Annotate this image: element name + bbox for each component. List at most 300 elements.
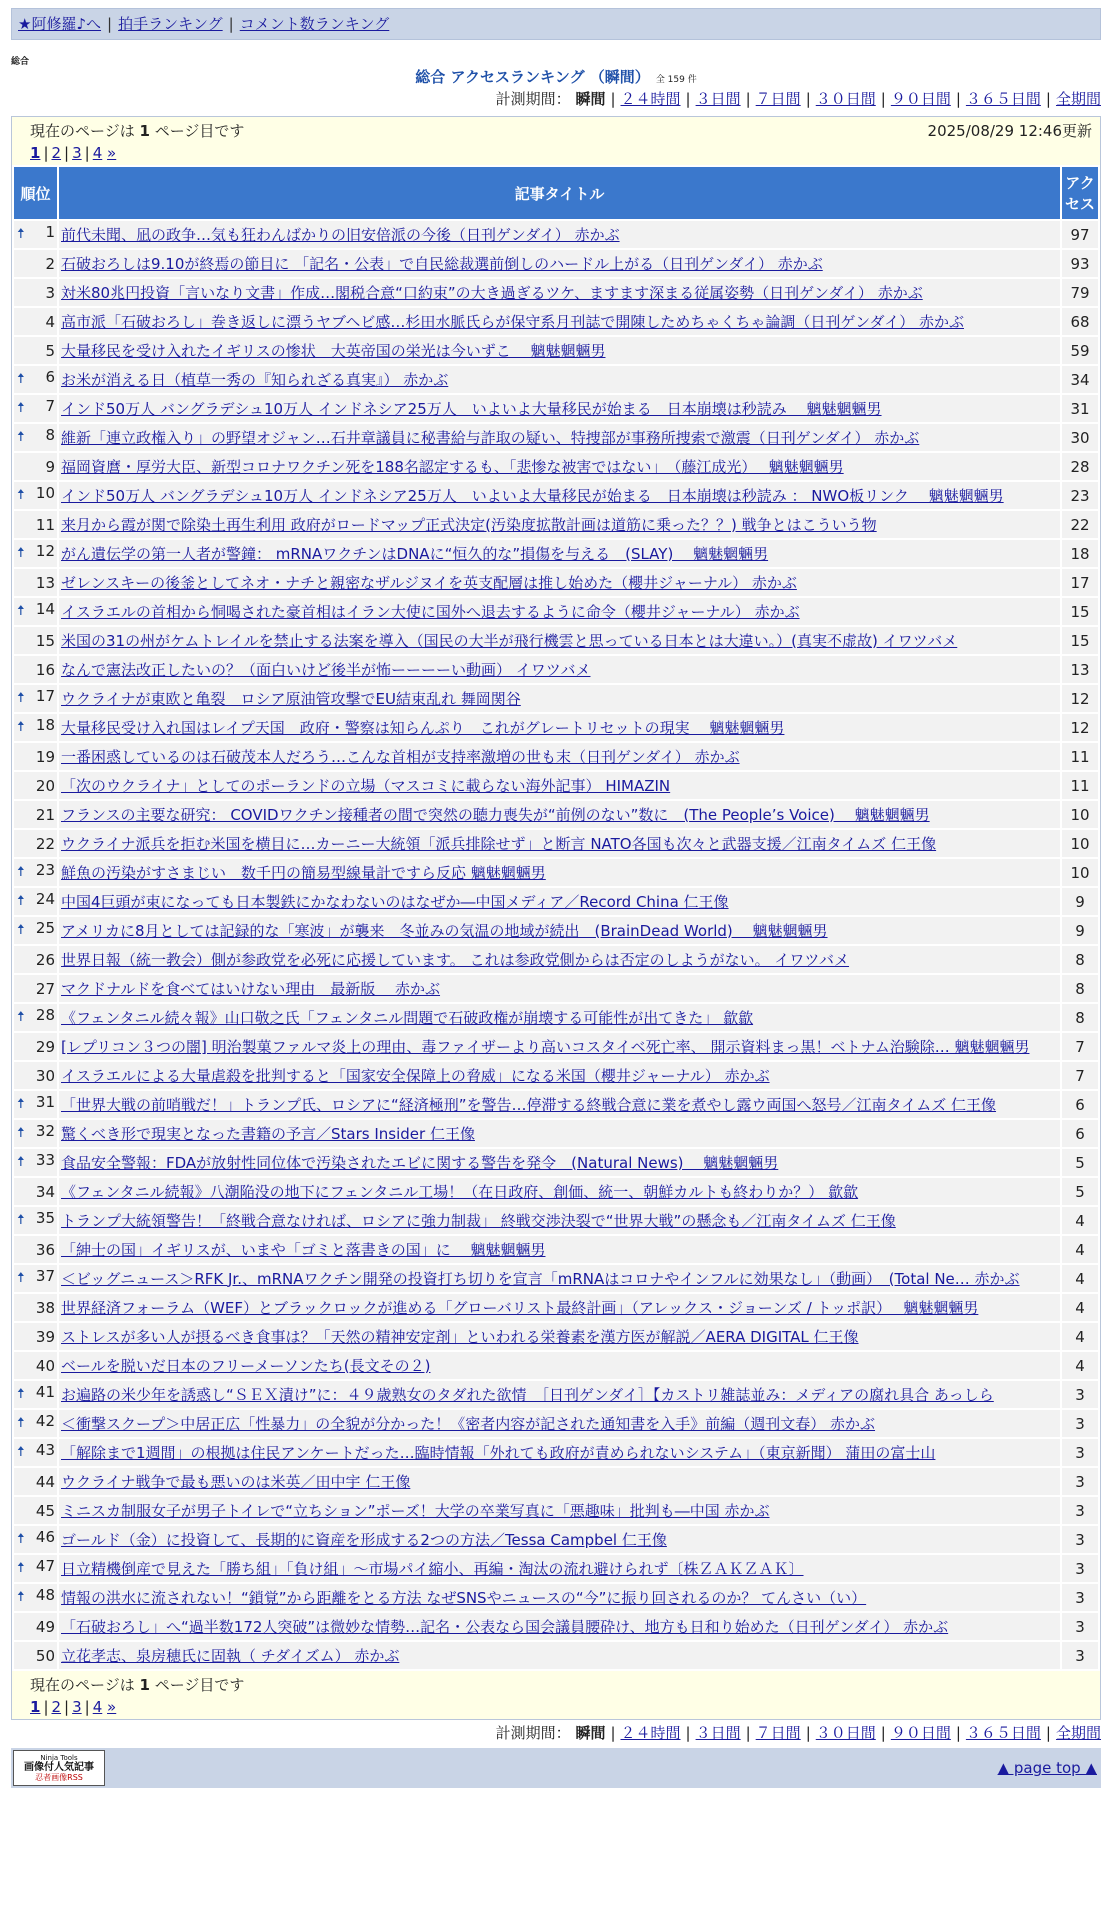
rank-cell bbox=[14, 656, 57, 683]
rank-up-arrow-icon: 🠅 bbox=[17, 399, 25, 416]
period-option-5[interactable]: ３６５日間 bbox=[965, 90, 1041, 108]
rank-up-arrow-icon: 🠅 bbox=[17, 1559, 25, 1576]
rank-cell bbox=[14, 888, 57, 915]
table-row bbox=[14, 511, 1098, 538]
table-row bbox=[14, 250, 1098, 277]
table-row bbox=[14, 1410, 1098, 1437]
period-current: 瞬間 bbox=[575, 90, 606, 108]
title-cell bbox=[59, 917, 1060, 944]
rank-number: 37 bbox=[35, 1266, 55, 1285]
rank-cell bbox=[14, 1033, 57, 1060]
rank-cell bbox=[14, 1352, 57, 1379]
table-row bbox=[14, 1526, 1098, 1553]
separator: | bbox=[43, 1698, 49, 1716]
rank-cell bbox=[14, 1613, 57, 1640]
access-count: 13 bbox=[1062, 656, 1098, 683]
separator: | bbox=[805, 90, 811, 108]
access-count: 3 bbox=[1062, 1468, 1098, 1495]
ranking-panel bbox=[11, 116, 1101, 1720]
access-count: 10 bbox=[1062, 859, 1098, 886]
table-row bbox=[14, 598, 1098, 625]
access-count: 4 bbox=[1062, 1207, 1098, 1234]
rank-number: 12 bbox=[35, 541, 55, 560]
next-page-link[interactable]: » bbox=[107, 1698, 117, 1716]
rank-number: 26 bbox=[35, 950, 55, 969]
rank-number: 10 bbox=[35, 483, 55, 502]
access-count: 7 bbox=[1062, 1033, 1098, 1060]
title-cell bbox=[59, 598, 1060, 625]
article-link[interactable]: 来月から霞が関で除染土再生利用 政府がロードマップ正式決定(汚染度拡散計画は道筋に乗った？？) 戦争とはこういう物 bbox=[61, 515, 877, 534]
access-count: 5 bbox=[1062, 1149, 1098, 1176]
rank-cell bbox=[14, 598, 57, 625]
rank-number: 45 bbox=[35, 1501, 55, 1520]
rank-number: 38 bbox=[35, 1298, 55, 1317]
access-count: 11 bbox=[1062, 743, 1098, 770]
access-count: 4 bbox=[1062, 1352, 1098, 1379]
article-link[interactable]: 日立精機倒産で見えた「勝ち組」「負け組」〜市場パイ縮小、再編・淘汰の流れ避けられず〔株ＺＡＫＺＡＫ〕 bbox=[61, 1559, 804, 1578]
table-row bbox=[14, 1642, 1098, 1669]
title-cell bbox=[59, 1120, 1060, 1147]
clap-ranking-link[interactable]: 拍手ランキング bbox=[118, 15, 223, 33]
article-link[interactable]: ＜ビッグニュース＞RFK Jr.、mRNAワクチン開発の投資打ち切りを宣言「mRNAはコロナやインフルに効果なし」（動画） (Total Ne… 赤かぶ bbox=[61, 1269, 1020, 1288]
separator: | bbox=[685, 90, 691, 108]
rank-up-arrow-icon: 🠅 bbox=[17, 1124, 25, 1141]
table-row bbox=[14, 1439, 1098, 1466]
rank-number: 28 bbox=[35, 1005, 55, 1024]
rank-up-arrow-icon: 🠅 bbox=[17, 602, 25, 619]
article-link[interactable]: インド50万人 バングラデシュ10万人 インドネシア25万人 いよいよ大量移民が始まる 日本崩壊は秒読み ： NWO板リンク 魑魅魍魎男 bbox=[61, 486, 1004, 505]
rank-up-arrow-icon: 🠅 bbox=[17, 1269, 25, 1286]
title-cell bbox=[59, 830, 1060, 857]
separator: | bbox=[955, 90, 961, 108]
rank-number: 50 bbox=[35, 1646, 55, 1665]
separator: | bbox=[685, 1724, 691, 1742]
rank-cell bbox=[14, 859, 57, 886]
page-title-row bbox=[11, 66, 1101, 88]
access-count: 4 bbox=[1062, 1323, 1098, 1350]
access-count: 34 bbox=[1062, 366, 1098, 393]
rank-up-arrow-icon: 🠅 bbox=[17, 1385, 25, 1402]
period-selector-bottom bbox=[11, 1722, 1101, 1744]
article-link[interactable]: 立花孝志、泉房穂氏に固執（ チダイズム） 赤かぶ bbox=[61, 1646, 400, 1665]
separator: | bbox=[745, 90, 751, 108]
ninja-tools-logo[interactable] bbox=[13, 1750, 105, 1786]
table-row bbox=[14, 1265, 1098, 1292]
separator: | bbox=[1045, 90, 1051, 108]
access-count: 23 bbox=[1062, 482, 1098, 509]
access-count: 9 bbox=[1062, 888, 1098, 915]
table-row bbox=[14, 1062, 1098, 1089]
article-link[interactable]: 維新「連立政権入り」の野望オジャン…石井章議員に秘書給与詐取の疑い、特捜部が事務所捜索で激震（日刊ゲンダイ） 赤かぶ bbox=[61, 428, 920, 447]
article-link[interactable]: お米が消える日（植草一秀の『知られざる真実』） 赤かぶ bbox=[61, 370, 449, 389]
table-row bbox=[14, 1323, 1098, 1350]
title-cell bbox=[59, 308, 1060, 335]
rank-number: 49 bbox=[35, 1617, 55, 1636]
article-link[interactable]: 「世界大戦の前哨戦だ！」トランプ氏、ロシアに“経済極刑”を警告…停滞する終戦合意に業を煮やし露ウ両国へ怒号／江南タイムズ 仁王像 bbox=[61, 1095, 997, 1114]
article-link[interactable]: イスラエルによる大量虐殺を批判すると「国家安全保障上の脅威」になる米国（櫻井ジャーナル） 赤かぶ bbox=[61, 1066, 770, 1085]
rank-number: 42 bbox=[35, 1411, 55, 1430]
rank-cell bbox=[14, 1265, 57, 1292]
table-row bbox=[14, 1468, 1098, 1495]
page-link-2[interactable]: 2 bbox=[51, 1698, 62, 1716]
rank-number: 40 bbox=[35, 1356, 55, 1375]
access-count: 12 bbox=[1062, 714, 1098, 741]
separator: | bbox=[880, 1724, 886, 1742]
rank-cell bbox=[14, 917, 57, 944]
table-row bbox=[14, 859, 1098, 886]
rank-up-arrow-icon: 🠅 bbox=[17, 863, 25, 880]
access-count: 68 bbox=[1062, 308, 1098, 335]
access-count: 3 bbox=[1062, 1584, 1098, 1611]
separator: | bbox=[610, 1724, 616, 1742]
period-option-4[interactable]: ９０日間 bbox=[890, 90, 951, 108]
article-link[interactable]: アメリカに8月としては記録的な「寒波」が襲来 冬並みの気温の地域が続出 (BrainDead World) 魑魅魍魎男 bbox=[61, 921, 828, 940]
article-link[interactable]: ストレスが多い人が摂るべき食事は？「天然の精神安定剤」といわれる栄養素を漢方医が解説／AERA DIGITAL 仁王像 bbox=[61, 1327, 859, 1346]
page-link-4[interactable]: 4 bbox=[92, 144, 103, 162]
article-link[interactable]: イスラエルの首相から恫喝された豪首相はイラン大使に国外へ退去するように命令（櫻井ジャーナル） 赤かぶ bbox=[61, 602, 800, 621]
rank-number: 22 bbox=[35, 834, 55, 853]
title-cell bbox=[59, 279, 1060, 306]
period-option-1[interactable]: ３日間 bbox=[695, 90, 741, 108]
table-row bbox=[14, 1352, 1098, 1379]
rank-up-arrow-icon: 🠅 bbox=[17, 544, 25, 561]
separator: | bbox=[610, 90, 616, 108]
access-count: 5 bbox=[1062, 1178, 1098, 1205]
article-link[interactable]: 一番困惑しているのは石破茂本人だろう…こんな首相が支持率激増の世も末（日刊ゲンダイ） 赤かぶ bbox=[61, 747, 740, 766]
rank-number: 34 bbox=[35, 1182, 55, 1201]
rank-number: 39 bbox=[35, 1327, 55, 1346]
article-link[interactable]: 米国の31の州がケムトレイルを禁止する法案を導入（国民の大半が飛行機雲と思っている日本とは大違い。）(真実不虚故) イワツバメ bbox=[61, 631, 958, 650]
rank-cell bbox=[14, 1062, 57, 1089]
rank-cell bbox=[14, 1642, 57, 1669]
updated-timestamp: 2025/08/29 12:46更新 bbox=[927, 122, 1092, 140]
article-link[interactable]: ウクライナ戦争で最も悪いのは米英／田中宇 仁王像 bbox=[61, 1472, 411, 1491]
rank-number: 13 bbox=[35, 573, 55, 592]
col-rank-header: 順位 bbox=[14, 167, 57, 219]
article-link[interactable]: 中国4巨頭が束になっても日本製鉄にかなわないのはなぜか―中国メディア／Record China 仁王像 bbox=[61, 892, 729, 911]
period-option-2[interactable]: ７日間 bbox=[755, 90, 801, 108]
title-cell bbox=[59, 424, 1060, 451]
article-link[interactable]: ゼレンスキーの後釜としてネオ・ナチと親密なザルジヌイを英支配層は推し始めた（櫻井ジャーナル） 赤かぶ bbox=[61, 573, 797, 592]
article-link[interactable]: 世界経済フォーラム（WEF）とブラックロックが進める「グローバリスト最終計画」（アレックス・ジョーンズ / トッポ訳） 魑魅魍魎男 bbox=[61, 1298, 979, 1317]
comment-ranking-link[interactable]: コメント数ランキング bbox=[239, 15, 390, 33]
article-link[interactable]: 《フェンタニル続々報》山口敬之氏「フェンタニル問題で石破政権が崩壊する可能性が出てきた」 歙歙 bbox=[61, 1008, 754, 1027]
access-count: 28 bbox=[1062, 453, 1098, 480]
access-count: 79 bbox=[1062, 279, 1098, 306]
current-page-number: 1 bbox=[139, 122, 150, 140]
table-row bbox=[14, 1294, 1098, 1321]
title-cell bbox=[59, 1236, 1060, 1263]
rank-cell bbox=[14, 1178, 57, 1205]
title-cell bbox=[59, 1352, 1060, 1379]
table-row bbox=[14, 772, 1098, 799]
rank-number: 14 bbox=[35, 599, 55, 618]
current-page-text bbox=[20, 119, 244, 143]
rank-number: 24 bbox=[35, 889, 55, 908]
table-row bbox=[14, 453, 1098, 480]
rank-number: 46 bbox=[35, 1527, 55, 1546]
title-cell bbox=[59, 1265, 1060, 1292]
rank-cell bbox=[14, 453, 57, 480]
rank-cell bbox=[14, 1207, 57, 1234]
article-link[interactable]: 大量移民受け入れ国はレイプ天国 政府・警察は知らんぷり これがグレートリセットの現実 魑魅魍魎男 bbox=[61, 718, 785, 737]
title-cell bbox=[59, 482, 1060, 509]
access-count: 11 bbox=[1062, 772, 1098, 799]
table-row bbox=[14, 1207, 1098, 1234]
rank-up-arrow-icon: 🠅 bbox=[17, 689, 25, 706]
article-link[interactable]: ウクライナ派兵を拒む米国を横目に…カーニー大統領「派兵排除せず」と断言 NATO各国も次々と武器支援／江南タイムズ 仁王像 bbox=[61, 834, 937, 853]
article-link[interactable]: ミニスカ制服女子が男子トイレで“立ちション”ポーズ！大学の卒業写真に「悪趣味」批判も―中国 赤かぶ bbox=[61, 1501, 770, 1520]
article-link[interactable]: 対米80兆円投資「言いなり文書」作成…閣税合意“口約束”の大き過ぎるツケ、ますます深まる従属姿勢（日刊ゲンダイ） 赤かぶ bbox=[61, 283, 923, 302]
period-label: 計測期間： bbox=[495, 1724, 571, 1742]
title-cell bbox=[59, 366, 1060, 393]
period-option-3-bottom[interactable]: ３０日間 bbox=[815, 1724, 876, 1742]
rank-cell bbox=[14, 424, 57, 451]
article-link[interactable]: 《フェンタニル続報》八潮陥没の地下にフェンタニル工場！（在日政府、創価、統一、朝鮮カルトも終わりか？） 歙歙 bbox=[61, 1182, 859, 1201]
article-link[interactable]: 高市派「石破おろし」巻き返しに漂うヤブヘビ感…杉田水脈氏らが保守系月刊誌で開陳しためちゃくちゃ論調（日刊ゲンダイ） 赤かぶ bbox=[61, 312, 964, 331]
rank-up-arrow-icon: 🠅 bbox=[17, 892, 25, 909]
table-row bbox=[14, 1584, 1098, 1611]
article-link[interactable]: がん遺伝学の第一人者が警鐘： mRNAワクチンはDNAに“恒久的な”損傷を与える (SLAY) 魑魅魍魎男 bbox=[61, 544, 769, 563]
period-option-2-bottom[interactable]: ７日間 bbox=[755, 1724, 801, 1742]
table-row bbox=[14, 1149, 1098, 1176]
table-row bbox=[14, 569, 1098, 596]
access-count: 6 bbox=[1062, 1120, 1098, 1147]
rank-number: 2 bbox=[45, 254, 55, 273]
table-row bbox=[14, 917, 1098, 944]
current-page-suffix: ページ目です bbox=[154, 1676, 245, 1694]
access-count: 3 bbox=[1062, 1497, 1098, 1524]
period-selector bbox=[11, 88, 1101, 110]
rank-cell bbox=[14, 511, 57, 538]
rank-number: 32 bbox=[35, 1121, 55, 1140]
table-row bbox=[14, 946, 1098, 973]
page-link-4[interactable]: 4 bbox=[92, 1698, 103, 1716]
article-link[interactable]: ゴールド（金）に投資して、長期的に資産を形成する2つの方法／Tessa Campbel 仁王像 bbox=[61, 1530, 667, 1549]
page-link-1[interactable]: 1 bbox=[30, 144, 41, 162]
article-link[interactable]: 大量移民を受け入れたイギリスの惨状 大英帝国の栄光は今いずこ 魑魅魍魎男 bbox=[61, 341, 606, 360]
period-option-6[interactable]: 全期間 bbox=[1055, 90, 1101, 108]
rank-cell bbox=[14, 714, 57, 741]
table-row bbox=[14, 482, 1098, 509]
access-count: 3 bbox=[1062, 1381, 1098, 1408]
title-cell bbox=[59, 453, 1060, 480]
table-row bbox=[14, 395, 1098, 422]
article-link[interactable]: 驚くべき形で現実となった書籍の予言／Stars Insider 仁王像 bbox=[61, 1124, 475, 1143]
access-count: 8 bbox=[1062, 946, 1098, 973]
current-page-number: 1 bbox=[139, 1676, 150, 1694]
article-link[interactable]: お遍路の米少年を誘惑し“ＳＥＸ漬け”に：４９歳熟女のタダれた欲情 ［日刊ゲンダイ］【カストリ雑誌並み：メディアの腐れ具合 あっしら bbox=[61, 1385, 994, 1404]
rank-number: 30 bbox=[35, 1066, 55, 1085]
access-count: 15 bbox=[1062, 598, 1098, 625]
rank-number: 4 bbox=[45, 312, 55, 331]
table-row bbox=[14, 656, 1098, 683]
rank-number: 20 bbox=[35, 776, 55, 795]
title-cell bbox=[59, 1497, 1060, 1524]
rank-cell bbox=[14, 1120, 57, 1147]
rank-number: 16 bbox=[35, 660, 55, 679]
title-cell bbox=[59, 1091, 1060, 1118]
page-link-1[interactable]: 1 bbox=[30, 1698, 41, 1716]
rank-cell bbox=[14, 1149, 57, 1176]
access-count: 12 bbox=[1062, 685, 1098, 712]
article-link[interactable]: フランスの主要な研究： COVIDワクチン接種者の間で突然の聴力喪失が“前例のない”数に (The People’s Voice) 魑魅魍魎男 bbox=[61, 805, 930, 824]
rank-number: 8 bbox=[45, 425, 55, 444]
table-row bbox=[14, 1004, 1098, 1031]
period-option-3[interactable]: ３０日間 bbox=[815, 90, 876, 108]
title-cell bbox=[59, 1207, 1060, 1234]
title-cell bbox=[59, 946, 1060, 973]
rank-cell bbox=[14, 1294, 57, 1321]
page-link-2[interactable]: 2 bbox=[51, 144, 62, 162]
page-link-3[interactable]: 3 bbox=[72, 144, 82, 162]
page-top-link[interactable]: ▲ page top ▲ bbox=[997, 1759, 1097, 1777]
table-row bbox=[14, 743, 1098, 770]
access-count: 7 bbox=[1062, 1062, 1098, 1089]
access-count: 31 bbox=[1062, 395, 1098, 422]
rank-cell bbox=[14, 250, 57, 277]
ranking-table bbox=[12, 165, 1100, 1671]
title-cell bbox=[59, 250, 1060, 277]
article-link[interactable]: 前代未聞、凪の政争…気も狂わんばかりの旧安倍派の今後（日刊ゲンダイ） 赤かぶ bbox=[61, 225, 620, 244]
rank-number: 15 bbox=[35, 631, 55, 650]
table-row bbox=[14, 801, 1098, 828]
title-cell bbox=[59, 1613, 1060, 1640]
rank-cell bbox=[14, 772, 57, 799]
rank-number: 19 bbox=[35, 747, 55, 766]
pagebar-top bbox=[12, 117, 1100, 165]
rank-cell bbox=[14, 975, 57, 1002]
rank-cell bbox=[14, 1584, 57, 1611]
article-link[interactable]: 「次のウクライナ」としてのポーランドの立場（マスコミに載らない海外記事） HIMAZIN bbox=[61, 776, 671, 795]
title-cell bbox=[59, 1062, 1060, 1089]
title-cell bbox=[59, 1323, 1060, 1350]
rank-number: 23 bbox=[35, 860, 55, 879]
rank-number: 43 bbox=[35, 1440, 55, 1459]
home-link[interactable]: ★阿修羅♪へ bbox=[18, 15, 102, 33]
article-link[interactable]: インド50万人 バングラデシュ10万人 インドネシア25万人 いよいよ大量移民が始まる 日本崩壊は秒読み 魑魅魍魎男 bbox=[61, 399, 882, 418]
rank-cell bbox=[14, 1410, 57, 1437]
rank-number: 36 bbox=[35, 1240, 55, 1259]
title-cell bbox=[59, 888, 1060, 915]
title-cell bbox=[59, 1526, 1060, 1553]
rank-number: 25 bbox=[35, 918, 55, 937]
table-row bbox=[14, 1178, 1098, 1205]
period-option-0[interactable]: ２４時間 bbox=[620, 90, 681, 108]
article-link[interactable]: 情報の洪水に流されない！“鎖覚”から距離をとる方法 なぜSNSやニュースの“今”に振り回されるのか？ てんさい（い） bbox=[61, 1588, 867, 1607]
article-link[interactable]: [レプリコン３つの闇] 明治製菓ファルマ炎上の理由、毒ファイザーより高いコスタイベ死亡率、 開示資料まっ黒！ベトナム治験除… 魑魅魍魎男 bbox=[61, 1037, 1030, 1056]
article-link[interactable]: 「石破おろし」へ“過半数172人突破”は微妙な情勢…記名・公表なら国会議員腰砕け、地方も日和り始めた（日刊ゲンダイ） 赤かぶ bbox=[61, 1617, 949, 1636]
article-link[interactable]: 「紳士の国」イギリスが、いまや「ゴミと落書きの国」に 魑魅魍魎男 bbox=[61, 1240, 546, 1259]
title-cell bbox=[59, 801, 1060, 828]
rank-up-arrow-icon: 🠅 bbox=[17, 370, 25, 387]
access-count: 8 bbox=[1062, 975, 1098, 1002]
article-link[interactable]: なんで憲法改正したいの？（面白いけど後半が怖ーーーーい動画） イワツバメ bbox=[61, 660, 591, 679]
logo-line1: Ninja Tools bbox=[40, 1754, 78, 1762]
total-count: 全 159 件 bbox=[655, 75, 697, 85]
rank-cell bbox=[14, 1004, 57, 1031]
table-row bbox=[14, 366, 1098, 393]
rank-up-arrow-icon: 🠅 bbox=[17, 1414, 25, 1431]
rank-up-arrow-icon: 🠅 bbox=[17, 718, 25, 735]
rank-cell bbox=[14, 946, 57, 973]
separator: | bbox=[84, 1698, 90, 1716]
next-page-link[interactable]: » bbox=[107, 144, 117, 162]
rank-number: 17 bbox=[35, 686, 55, 705]
rank-cell bbox=[14, 540, 57, 567]
current-page-suffix: ページ目です bbox=[154, 122, 245, 140]
article-link[interactable]: 鮮魚の汚染がすさまじい 数千円の簡易型線量計ですら反応 魑魅魍魎男 bbox=[61, 863, 546, 882]
table-row bbox=[14, 540, 1098, 567]
separator: | bbox=[745, 1724, 751, 1742]
rank-number: 6 bbox=[45, 367, 55, 386]
footer bbox=[11, 1748, 1101, 1788]
rank-up-arrow-icon: 🠅 bbox=[17, 225, 25, 242]
rank-cell bbox=[14, 482, 57, 509]
rank-cell bbox=[14, 308, 57, 335]
separator: | bbox=[43, 144, 49, 162]
article-link[interactable]: 福岡資麿・厚労大臣、新型コロナワクチン死を188名認定するも、「悲惨な被害ではない」 （藤江成光） 魑魅魍魎男 bbox=[61, 457, 844, 476]
table-row bbox=[14, 1033, 1098, 1060]
table-row bbox=[14, 714, 1098, 741]
access-count: 18 bbox=[1062, 540, 1098, 567]
rank-number: 9 bbox=[45, 457, 55, 476]
rank-cell bbox=[14, 685, 57, 712]
rank-number: 44 bbox=[35, 1472, 55, 1491]
period-option-4-bottom[interactable]: ９０日間 bbox=[890, 1724, 951, 1742]
article-link[interactable]: ＜衝撃スクープ＞中居正広「性暴力」の全貌が分かった！《密者内容が記された通知書を入手》前編（週刊文春） 赤かぶ bbox=[61, 1414, 876, 1433]
article-link[interactable]: 食品安全警報：FDAが放射性同位体で汚染されたエビに関する警告を発令 (Natural News) 魑魅魍魎男 bbox=[61, 1153, 779, 1172]
period-option-6-bottom[interactable]: 全期間 bbox=[1055, 1724, 1101, 1742]
article-link[interactable]: トランプ大統領警告！「終戦合意なければ、ロシアに強力制裁」 終戦交渉決裂で“世界大戦”の懸念も／江南タイムズ 仁王像 bbox=[61, 1211, 896, 1230]
period-option-5-bottom[interactable]: ３６５日間 bbox=[965, 1724, 1041, 1742]
separator: | bbox=[805, 1724, 811, 1742]
rank-cell bbox=[14, 337, 57, 364]
access-count: 3 bbox=[1062, 1439, 1098, 1466]
pagebar-info bbox=[20, 1673, 1092, 1697]
access-count: 3 bbox=[1062, 1555, 1098, 1582]
article-link[interactable]: ウクライナが東欧と亀裂 ロシア原油管攻撃でEU結束乱れ 舞岡関谷 bbox=[61, 689, 521, 708]
title-cell bbox=[59, 1410, 1060, 1437]
article-link[interactable]: 「解除まで1週間」の根拠は住民アンケートだった…臨時情報「外れても政府が責められないシステム」（東京新聞） 蒲田の富士山 bbox=[61, 1443, 936, 1462]
access-count: 3 bbox=[1062, 1613, 1098, 1640]
col-access-header: アクセス bbox=[1062, 167, 1098, 219]
title-cell bbox=[59, 743, 1060, 770]
access-count: 6 bbox=[1062, 1091, 1098, 1118]
current-page-prefix: 現在のページは bbox=[30, 122, 135, 140]
article-link[interactable]: マクドナルドを食べてはいけない理由 最新版 赤かぶ bbox=[61, 979, 441, 998]
separator: | bbox=[64, 1698, 70, 1716]
rank-cell bbox=[14, 1526, 57, 1553]
title-cell bbox=[59, 1178, 1060, 1205]
page-link-3[interactable]: 3 bbox=[72, 1698, 82, 1716]
table-row bbox=[14, 424, 1098, 451]
title-cell bbox=[59, 1584, 1060, 1611]
period-option-0-bottom[interactable]: ２４時間 bbox=[620, 1724, 681, 1742]
separator: | bbox=[955, 1724, 961, 1742]
title-cell bbox=[59, 1381, 1060, 1408]
access-count: 17 bbox=[1062, 569, 1098, 596]
article-link[interactable]: 世界日報（統一教会）側が参政党を必死に応援しています。 これは参政党側からは否定のしようがない。 イワツバメ bbox=[61, 950, 850, 969]
access-count: 3 bbox=[1062, 1642, 1098, 1669]
article-link[interactable]: ベールを脱いだ日本のフリーメーソンたち(長文その２) bbox=[61, 1356, 431, 1375]
article-link[interactable]: 石破おろしは9.10が終焉の節目に 「記名・公表」で自民総裁選前倒しのハードル上がる（日刊ゲンダイ） 赤かぶ bbox=[61, 254, 823, 273]
title-cell bbox=[59, 1642, 1060, 1669]
rank-cell bbox=[14, 1323, 57, 1350]
col-title-header: 記事タイトル bbox=[59, 167, 1060, 219]
period-option-1-bottom[interactable]: ３日間 bbox=[695, 1724, 741, 1742]
rank-cell bbox=[14, 1236, 57, 1263]
